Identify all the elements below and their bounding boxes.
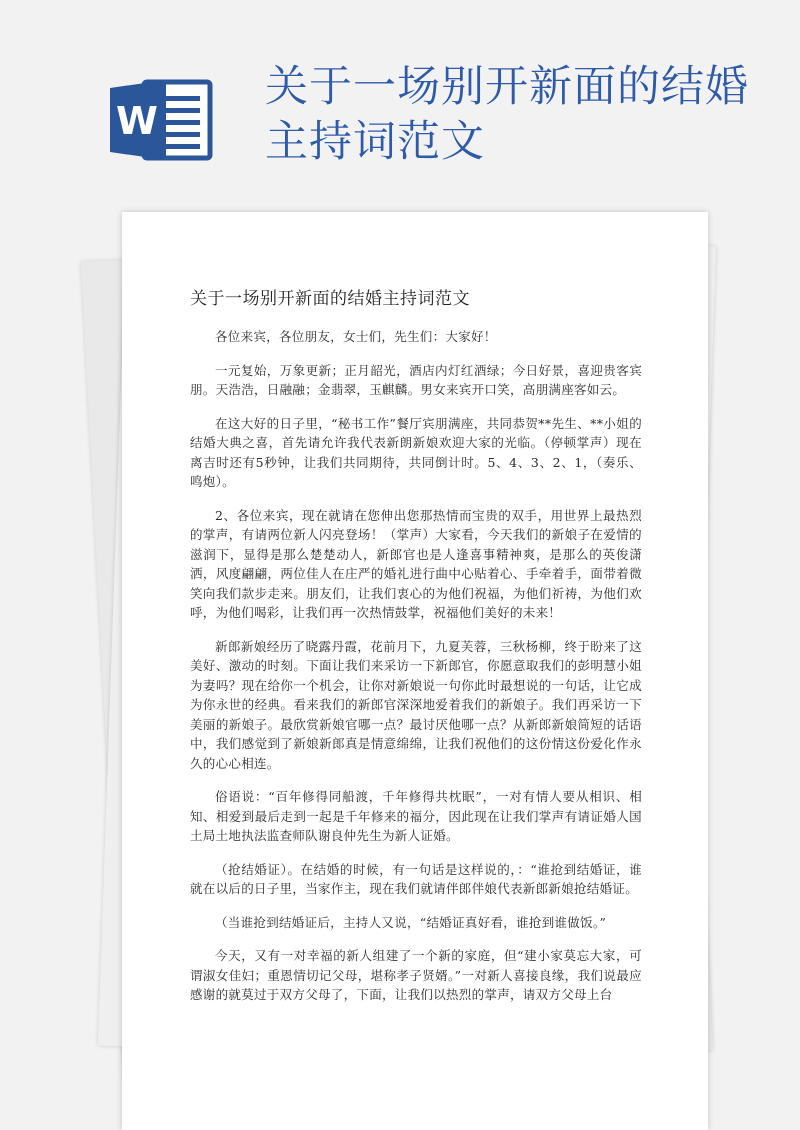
word-document-icon [110, 78, 214, 162]
document-title: 关于一场别开新面的结婚主持词范文 [190, 289, 470, 309]
logo-letter: W [116, 99, 158, 143]
paragraph-opening: 一元复始，万象更新；正月韶光，酒店内灯红酒绿；今日好景，喜迎贵客宾朋。天浩浩，日融融；金翡翠，玉麒麟。男女来宾开口笑，高朋满座客如云。 [190, 362, 642, 397]
paragraph-witness: 俗语说：“百年修得同船渡，千年修得共枕眠”，一对有情人要从相识、相知、相爱到最后走到一起是千年修来的福分，因此现在让我们掌声有请证婚人国土局土地执法监查师队谢良仲先生为新人证婚。 [190, 789, 642, 843]
paragraph-certificate-joke: （当谁抢到结婚证后，主持人又说，“结婚证真好看，谁抢到谁做饭。” [215, 914, 607, 930]
paragraph-interview: 新郎新娘经历了晓露丹霞，花前月下，九夏芙蓉，三秋杨柳，终于盼来了这美好、激动的时刻。下面让我们来采访一下新郎官，你愿意取我们的彭明慧小姐为妻吗？现在给你一个机会，让你对新娘说一句你此时最想说的一句话，让它成为你永世的经典。看来我们的新郎官深深地爱着我们的新娘子。我们再采访一下美丽的新娘子。最欣赏新娘官哪一点？最讨厌他哪一点？从新郎新娘简短的话语中，我们感觉到了新娘新郎真是情意绵绵，让我们祝他们的这份情这份爱化作永久的心心相连。 [190, 638, 642, 771]
paragraph-parents: 今天，又有一对幸福的新人组建了一个新的家庭，但“建小家莫忘大家，可谓淑女佳妇；重恩情切记父母，堪称孝子贤婿。”一对新人喜接良缘，我们说最应感谢的就莫过于双方父母了，下面，让我们以热烈的掌声，请双方父母上台 [190, 948, 642, 1002]
paragraph-entrance: 2、各位来宾，现在就请在您伸出您那热情而宝贵的双手，用世界上最热烈的掌声，有请两位新人闪亮登场！（掌声）大家看，今天我们的新娘子在爱情的滋润下，显得是那么楚楚动人，新郎官也是人逢喜事精神爽，是那么的英俊潇洒，风度翩翩，两位佳人在庄严的婚礼进行曲中心贴着心、手牵着手，面带着微笑向我们款步走来。朋友们，让我们衷心的为他们祝福，为他们祈祷，为他们欢呼，为他们喝彩，让我们再一次热情鼓掌，祝福他们美好的未来！ [190, 507, 642, 620]
paragraph-certificate: （抢结婚证）。在结婚的时候，有一句话是这样说的，：“谁抢到结婚证，谁就在以后的日子里，当家作主，现在我们就请伴郎伴娘代表新郎新娘抢结婚证。 [190, 861, 642, 896]
document-page [122, 212, 708, 1130]
document-body [190, 327, 642, 1019]
paragraph-countdown: 在这大好的日子里，“秘书工作”餐厅宾朋满座，共同恭贺**先生、**小姐的结婚大典之喜，首先请允许我代表新朗新娘欢迎大家的光临。（停顿掌声）现在离吉时还有5秒钟，让我们共同期待，共同倒计时。5、4、3、2、1，（奏乐、鸣炮）。 [190, 415, 642, 489]
header-title: 关于一场别开新面的结婚主持词范文 [265, 62, 749, 167]
paragraph-greeting: 各位来宾，各位朋友，女士们，先生们：大家好！ [215, 329, 497, 344]
